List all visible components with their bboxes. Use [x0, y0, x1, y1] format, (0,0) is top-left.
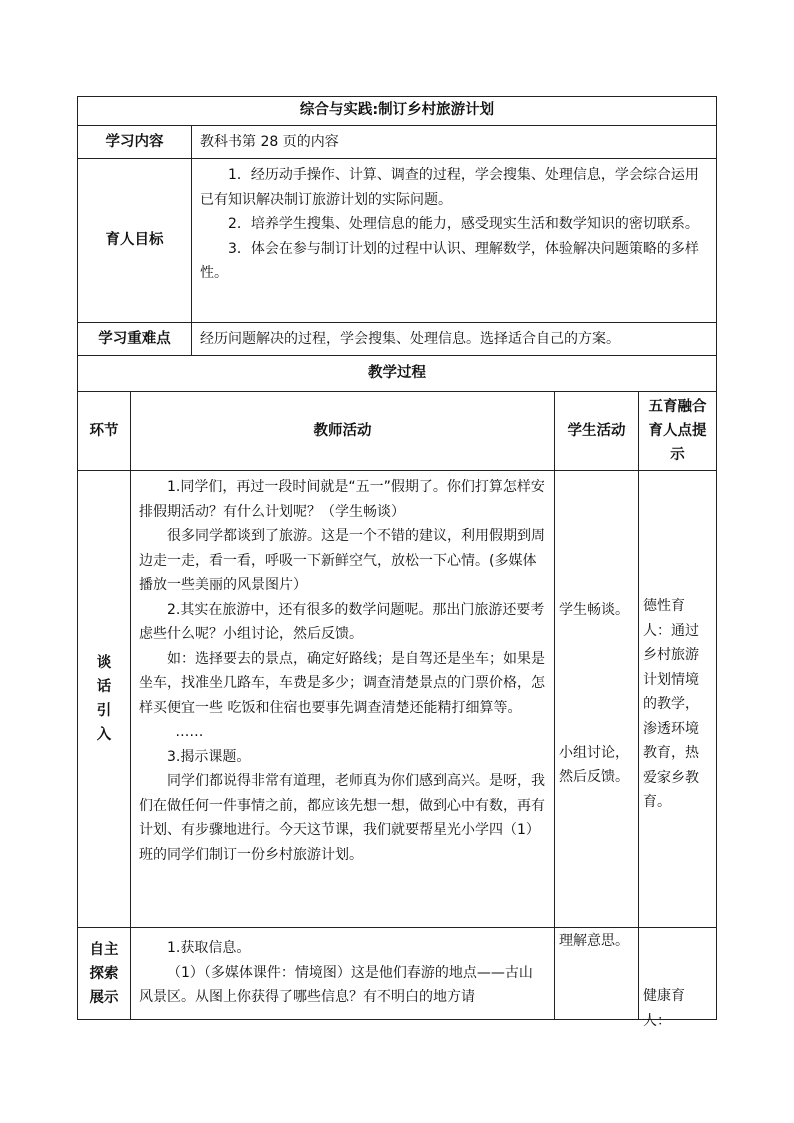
stage-explore: 自主探索展示 [77, 927, 130, 1020]
teacher-paragraph: 3.揭示课题。 [167, 748, 251, 765]
tips-text: 德性育人：通过乡村旅游计划情境的教学，渗透环境教育，热爱家乡教育。 [643, 598, 699, 810]
goals-label: 育人目标 [77, 158, 191, 322]
title-row [77, 96, 717, 125]
teacher-paragraph: 1.获取信息。 [167, 940, 251, 956]
teacher-paragraph: （1）（多媒体课件：情境图）这是他们春游的地点——古山风景区。从图上你获得了哪些信息？有不明白的地方请 [139, 964, 533, 1005]
plan-title: 综合与实践:制订乡村旅游计划 [77, 96, 717, 125]
keypoints-row [77, 322, 717, 355]
goal-item: 2．培养学生搜集、处理信息的能力，感受现实生活和数学知识的密切联系。 [228, 216, 699, 232]
teacher-paragraph: 同学们都说得非常有道理，老师真为你们感到高兴。是呀，我们在做任何一件事情之前，都应该先想一想，做到心中有数，再有计划、有步骤地进行。今天这节课，我们就要帮星光小学四（1）班的同学们制订一份乡村旅游计划。 [139, 773, 545, 863]
student-note: 学生畅谈。 [559, 602, 629, 618]
process-title-row [77, 355, 717, 391]
student-activity-intro [554, 470, 638, 927]
tips-intro [638, 470, 717, 927]
teacher-activity-explore [130, 927, 554, 1020]
keypoints-label: 学习重难点 [77, 322, 191, 355]
teacher-paragraph: 1.同学们，再过一段时间就是“五一”假期了。你们打算怎样安排假期活动？有什么计划呢？（学生畅谈） [139, 479, 545, 520]
header-teacher: 教师活动 [130, 391, 554, 470]
section-explore-row [77, 927, 717, 1029]
content-value: 教科书第 28 页的内容 [191, 125, 717, 158]
tips-text: 健康育人： [643, 988, 685, 1029]
teacher-activity-intro [130, 470, 554, 927]
lesson-plan-table [77, 96, 717, 1029]
student-note: 理解意思。 [559, 933, 629, 949]
teacher-paragraph: 很多同学都谈到了旅游。这是一个不错的建议，利用假期到周边走一走，看一看，呼吸一下新鲜空气，放松一下心情。(多媒体播放一些美丽的风景图片） [139, 528, 545, 593]
header-tips: 五育融合育人点提示 [638, 391, 717, 470]
header-row [77, 391, 717, 470]
header-stage: 环节 [77, 391, 130, 470]
teacher-paragraph: 2.其实在旅游中，还有很多的数学问题呢。那出门旅游还要考虑些什么呢？小组讨论，然后反馈。 [139, 601, 545, 642]
content-row [77, 125, 717, 158]
goal-item: 3．体会在参与制订计划的过程中认识、理解数学，体验解决问题策略的多样性。 [200, 240, 699, 281]
stage-intro: 谈话引入 [77, 470, 130, 927]
student-activity-explore [554, 927, 638, 1020]
teacher-paragraph: …… [175, 724, 204, 740]
content-label: 学习内容 [77, 125, 191, 158]
header-student: 学生活动 [554, 391, 638, 470]
goals-row [77, 158, 717, 322]
goal-item: 1．经历动手操作、计算、调查的过程，学会搜集、处理信息，学会综合运用已有知识解决制订旅游计划的实际问题。 [200, 167, 699, 208]
tips-explore [638, 927, 717, 1029]
goals-content [191, 158, 717, 322]
teacher-paragraph: 如：选择要去的景点，确定好路线；是自驾还是坐车；如果是坐车，找准坐几路车，车费是多少；调查清楚景点的门票价格，怎样买便宜一些 吃饭和住宿也要事先调查清楚还能精打细算等。 [139, 650, 545, 716]
section-intro-row [77, 470, 717, 927]
student-note: 小组讨论，然后反馈。 [559, 744, 629, 785]
process-title: 教学过程 [77, 355, 717, 391]
keypoints-value: 经历问题解决的过程，学会搜集、处理信息。选择适合自己的方案。 [191, 322, 717, 355]
